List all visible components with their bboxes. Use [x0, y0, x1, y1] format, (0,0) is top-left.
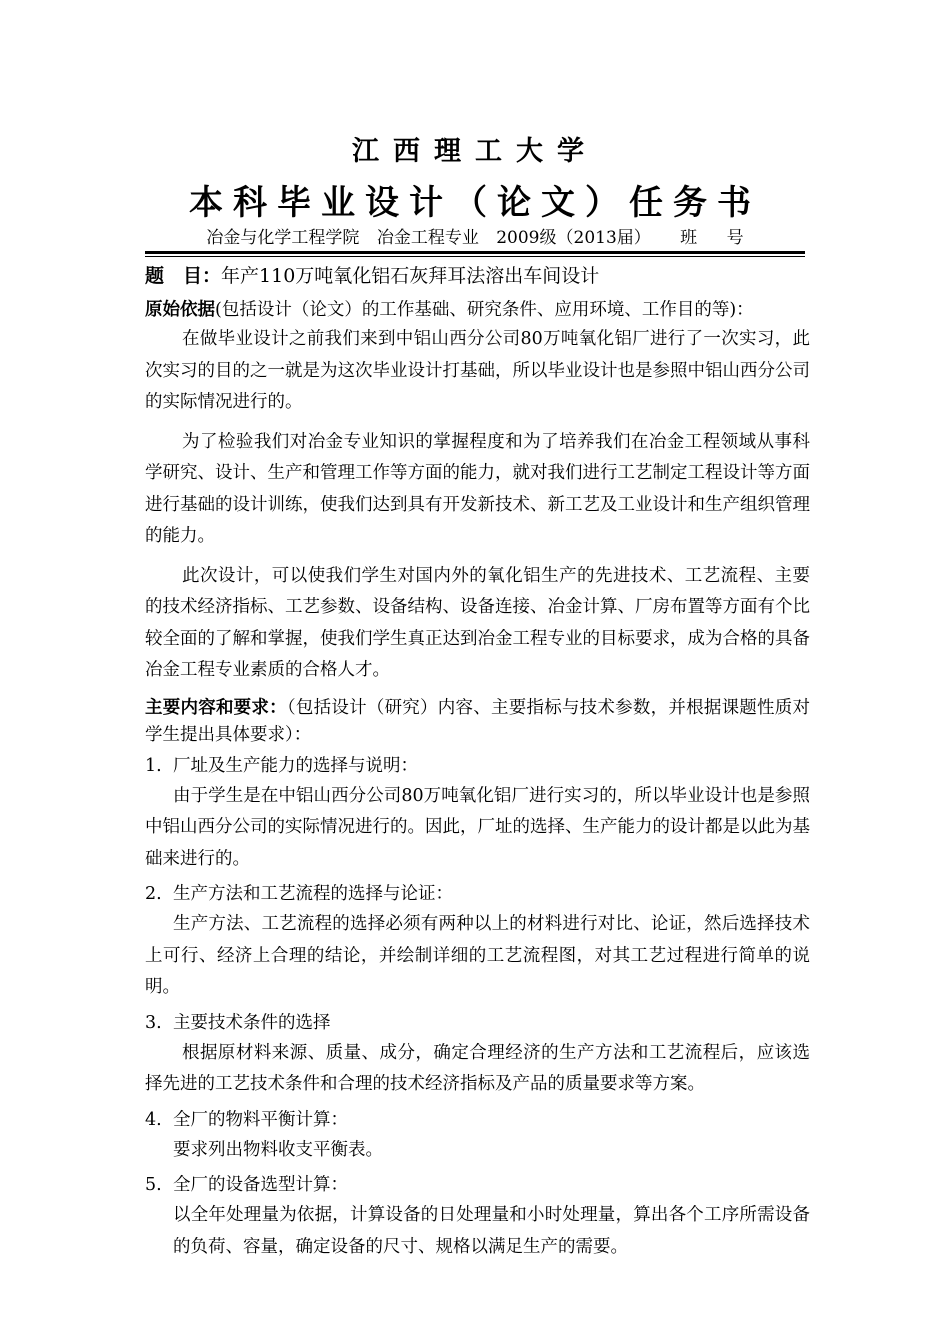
- requirement-item-title: [145, 1170, 810, 1200]
- requirements-heading: [145, 695, 810, 749]
- basis-heading-label: 原始依据: [145, 300, 215, 320]
- item-title: 生产方法和工艺流程的选择与论证：: [173, 884, 453, 904]
- item-number: 1.: [145, 755, 162, 776]
- grade-label: 2009级（2013届）: [496, 228, 651, 248]
- basis-paragraph: 为了检验我们对冶金专业知识的掌握程度和为了培养我们在冶金工程领域从事科学研究、设计、生产和管理工作等方面的能力，就对我们进行工艺制定工程设计等方面进行基础的设计训练，使我们达到具有开发新技术、新工艺及工业设计和生产组织管理的能力。: [145, 431, 810, 546]
- subject-label: 题 目：: [145, 265, 222, 287]
- item-number: 3.: [145, 1012, 162, 1033]
- item-title: 主要技术条件的选择: [173, 1012, 331, 1033]
- basis-paragraph: 在做毕业设计之前我们来到中铝山西分公司80万吨氧化铝厂进行了一次实习，此次实习的目的之一就是为这次毕业设计打基础，所以毕业设计也是参照中铝山西分公司的实际情况进行的。: [145, 329, 810, 412]
- item-title: 厂址及生产能力的选择与说明：: [173, 755, 418, 776]
- subject-line: [145, 262, 599, 290]
- major-name: 冶金工程专业: [376, 228, 479, 248]
- requirement-item-title: [145, 1105, 810, 1135]
- requirement-item-text: 生产方法、工艺流程的选择必须有两种以上的材料进行对比、论证，然后选择技术上可行、经济上合理的结论，并绘制详细的工艺流程图，对其工艺过程进行简单的说明。: [145, 914, 810, 997]
- basis-heading-note: (包括设计（论文）的工作基础、研究条件、应用环境、工作目的等)：: [215, 300, 754, 320]
- header-rule-thick: [145, 251, 805, 254]
- document-title: 本科毕业设计（论文）任务书: [189, 183, 761, 223]
- subject-text: 年产110万吨氧化铝石灰拜耳法溶出车间设计: [221, 265, 600, 287]
- student-info-line: [145, 226, 805, 250]
- requirement-item-title: [145, 879, 810, 909]
- document-body: [145, 296, 810, 1267]
- requirements-heading-label: 主要内容和要求：: [145, 697, 287, 718]
- requirement-item-text: 要求列出物料收支平衡表。: [173, 1139, 383, 1160]
- item-number: 4.: [145, 1109, 162, 1130]
- basis-heading: [145, 296, 810, 324]
- header-rule-thin: [145, 256, 805, 257]
- basis-paragraph: 此次设计，可以使我们学生对国内外的氧化铝生产的先进技术、工艺流程、主要的技术经济指标、工艺参数、设备结构、设备连接、冶金计算、厂房布置等方面有个比较全面的了解和掌握，使我们学生真正达到冶金工程专业的目标要求，成为合格的具备冶金工程专业素质的合格人才。: [145, 565, 810, 680]
- requirement-item-text: 根据原材料来源、质量、成分，确定合理经济的生产方法和工艺流程后，应该选择先进的工艺技术条件和合理的技术经济指标及产品的质量要求等方案。: [145, 1042, 810, 1094]
- requirement-item-title: [145, 1008, 810, 1038]
- requirement-item-text: 以全年处理量为依据，计算设备的日处理量和小时处理量，算出各个工序所需设备的负荷、容量，确定设备的尺寸、规格以满足生产的需要。: [173, 1205, 810, 1257]
- item-title: 全厂的物料平衡计算：: [173, 1109, 348, 1130]
- number-label: 号: [726, 228, 744, 248]
- requirement-item-text: 由于学生是在中铝山西分公司80万吨氧化铝厂进行实习的，所以毕业设计也是参照中铝山西分公司的实际情况进行的。因此，厂址的选择、生产能力的设计都是以此为基础来进行的。: [145, 785, 810, 869]
- item-title: 全厂的设备选型计算：: [173, 1175, 348, 1195]
- school-name: 冶金与化学工程学院: [206, 228, 360, 248]
- requirement-item-title: [145, 751, 810, 781]
- item-number: 2.: [145, 884, 162, 904]
- university-name: 江西理工大学: [352, 136, 598, 167]
- item-number: 5.: [145, 1175, 162, 1195]
- requirements-heading-note: （包括设计（研究）内容、主要指标与技术参数，并根据课题性质对学生提出具体要求）：: [145, 697, 811, 745]
- class-label: 班: [680, 228, 698, 248]
